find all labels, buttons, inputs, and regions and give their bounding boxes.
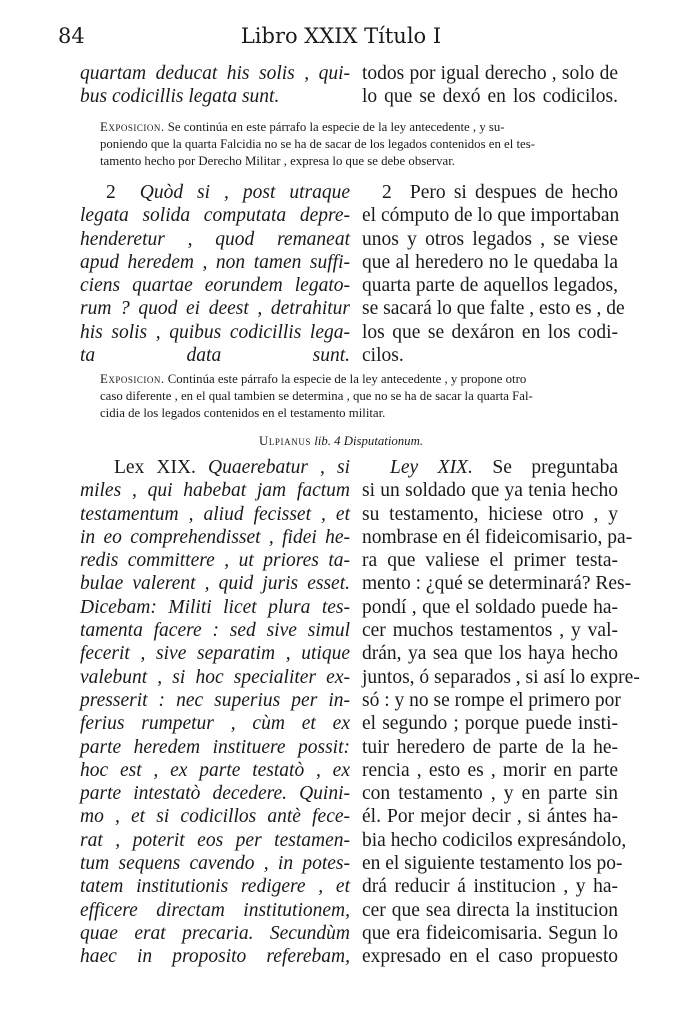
latin-column-2 <box>80 181 350 367</box>
exposicion-text: cidia de los legados contenidos en el testamento militar. <box>100 406 386 420</box>
text-line: que al heredero no le quedaba la <box>362 251 618 273</box>
text-line: bus codicillis legata sunt. <box>80 86 280 108</box>
text-line: bulae valerent , quid juris esset. <box>80 573 350 595</box>
text-line: Quaerebatur , si <box>207 457 350 478</box>
attribution-source: lib. 4 Disputationum. <box>314 434 424 448</box>
page-number: 84 <box>58 24 85 48</box>
text-line: su testamento, hiciese otro , y <box>362 503 618 525</box>
text-line: drán, ya sea que los haya hecho <box>362 643 618 665</box>
text-line: si un soldado que ya tenia hecho <box>362 480 618 502</box>
text-line: haec in proposito referebam, <box>80 946 350 968</box>
exposicion-note-2 <box>100 371 618 422</box>
text-line: ciens quartae eorundem legato- <box>80 275 350 297</box>
attribution <box>0 434 682 449</box>
text-line: parte heredem instituere possit: <box>80 736 350 758</box>
law-heading: Ley XIX. <box>390 457 473 478</box>
paragraph-number: 2 <box>106 182 116 203</box>
text-line: rat , poterit eos per testamen- <box>80 829 350 851</box>
exposicion-label: Exposicion. <box>100 120 165 134</box>
text-line: apud heredem , non tamen suffi- <box>80 251 350 273</box>
text-line: Quòd si , post utraque <box>139 182 351 203</box>
text-line: unos y otros legados , se viese <box>362 228 618 250</box>
text-line: ta data sunt. <box>80 345 350 367</box>
text-line: quartam deducat his solis , qui- <box>80 63 350 84</box>
spanish-column-3 <box>362 456 640 969</box>
text-line: tamenta facere : sed sive simul <box>80 620 350 642</box>
exposicion-text: Continúa este párrafo la especie de la ley antecedente , y propone otro <box>167 372 527 386</box>
text-line: só : y no se rompe el primero por <box>362 689 621 711</box>
running-title: Libro XXIX Título I <box>240 24 442 48</box>
text-line: Se preguntaba <box>492 457 618 478</box>
text-line: tuir heredero de parte de la he- <box>362 736 618 758</box>
attribution-author: Ulpianus <box>258 434 312 448</box>
text-line: el cómputo de lo que importaban <box>362 205 620 227</box>
text-line: tatem institutionis redigere , et <box>80 876 350 898</box>
text-line: el segundo ; porque puede insti- <box>362 713 618 735</box>
paragraph-number: 2 <box>382 182 392 203</box>
text-line: rencia , esto es , morir en parte <box>362 759 618 781</box>
text-line: legata solida computata depre- <box>80 205 350 227</box>
text-line: él. Por mejor decir , si ántes ha- <box>362 806 618 828</box>
text-line: que era fideicomisaria. Segun lo <box>362 922 618 944</box>
text-line: valebunt , si hoc specialiter ex- <box>80 666 350 688</box>
text-line: redis committere , ut priores ta- <box>80 550 350 572</box>
text-line: juntos, ó separados , si así lo expre- <box>362 666 640 688</box>
text-line: Pero si despues de hecho <box>409 182 619 203</box>
text-line: pondí , que el soldado puede ha- <box>362 596 618 618</box>
text-line: testamentum , aliud fecisset , et <box>80 503 350 525</box>
text-line: bia hecho codicilos expresándolo, <box>362 829 627 851</box>
text-line: rum ? quod ei deest , detrahitur <box>80 298 350 320</box>
text-line: ra que valiese el primer testa- <box>362 550 618 572</box>
exposicion-label: Exposicion. <box>100 372 165 386</box>
exposicion-text: tamento hecho por Derecho Militar , expresa lo que se debe observar. <box>100 154 455 168</box>
text-line: fecerit , sive separatim , utique <box>80 643 350 665</box>
text-line: tum sequens cavendo , in potes- <box>80 853 350 875</box>
text-line: mo , et si codicillos antè fece- <box>80 806 350 828</box>
exposicion-text: caso diferente , en el qual tambien se determina , que no se ha de sacar la quarta Fal- <box>100 389 533 403</box>
text-line: mento : ¿qué se determinará? Res- <box>362 573 632 595</box>
law-heading: Lex XIX. <box>114 457 196 478</box>
text-line: parte intestatò decedere. Quini- <box>80 783 350 805</box>
text-line: henderetur , quod remaneat <box>80 228 350 250</box>
text-line: en el siguiente testamento los po- <box>362 853 623 875</box>
text-line: lo que se dexó en los codicilos. <box>362 86 618 108</box>
text-line: cer muchos testamentos , y val- <box>362 620 618 642</box>
text-line: presserit : nec superius per in- <box>80 689 350 711</box>
exposicion-text: Se continúa en este párrafo la especie de la ley antecedente , y su- <box>167 120 505 134</box>
text-line: in eo comprehendisset , fidei he- <box>80 526 350 548</box>
text-line: quarta parte de aquellos legados, <box>362 275 618 297</box>
text-line: hoc est , ex parte testatò , ex <box>80 759 350 781</box>
latin-column-1 <box>80 62 350 109</box>
spanish-column-1 <box>362 62 618 109</box>
exposicion-text: poniendo que la quarta Falcidia no se ha de sacar de los legados contenidos en el tes- <box>100 137 535 151</box>
spanish-column-2 <box>362 181 625 367</box>
text-line: expresado en el caso propuesto <box>362 946 618 968</box>
text-line: ferius rumpetur , cùm et ex <box>80 713 350 735</box>
text-line: con testamento , y en parte sin <box>362 783 618 805</box>
text-line: quae erat precaria. Secundùm <box>80 922 350 944</box>
text-line: miles , qui habebat jam factum <box>80 480 350 502</box>
text-line: todos por igual derecho , solo de <box>362 63 618 84</box>
text-line: Dicebam: Militi licet plura tes- <box>80 596 350 618</box>
text-line: his solis , quibus codicillis lega- <box>80 321 350 343</box>
text-line: nombrase en él fideicomisario, pa- <box>362 526 633 548</box>
text-line: los que se dexáron en los codi- <box>362 321 618 343</box>
text-line: efficere directam institutionem, <box>80 899 350 921</box>
text-line: drá reducir á institucion , y ha- <box>362 876 618 898</box>
exposicion-note-1 <box>100 119 618 170</box>
text-line: se sacará lo que falte , esto es , de <box>362 298 625 320</box>
latin-column-3 <box>80 456 350 969</box>
text-line: cilos. <box>362 345 404 367</box>
text-line: cer que sea directa la institucion <box>362 899 618 921</box>
